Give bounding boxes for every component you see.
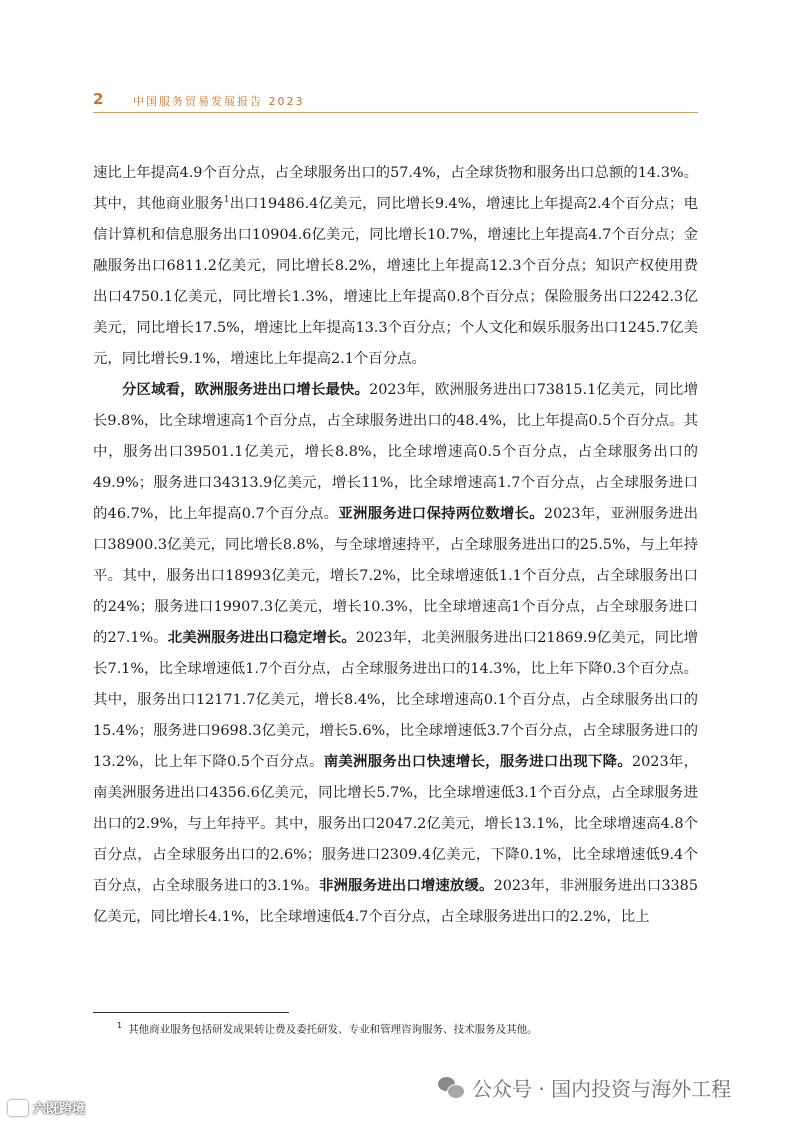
footnote — [117, 1021, 697, 1037]
page-header — [93, 88, 698, 113]
paragraph-2 — [93, 375, 698, 933]
bold-heading: 非洲服务进出口增速放缓。 — [318, 878, 494, 894]
text-run: 2023年，非洲服务进出口3385亿美元，同比增长4.1%，比全球增速低4.7个百分点，占全球服务进出口的2.2%，比上 — [93, 878, 698, 925]
footnote-ref[interactable]: 1 — [223, 195, 230, 206]
watermark-text: 公众号 · 国内投资与海外工程 — [472, 1077, 732, 1101]
body-text — [93, 158, 698, 933]
footnote-divider — [93, 1012, 289, 1013]
corner-watermark — [8, 1098, 85, 1117]
paragraph-1 — [93, 158, 698, 375]
text-run: 2023年，亚洲服务进出口38900.3亿美元，同比增长8.8%，与全球增速持平，占全球服务进出口的25.5%，与上年持平。其中，服务出口18993亿美元，增长7.2%，比全球增速低1.1个百分点，占全球服务出口的24%；服务进口19907.3亿美元，增长10.3%，比全球增速高1个百分点，占全球服务进口的27.1%。 — [93, 506, 698, 646]
footnote-mark: 1 — [117, 1021, 123, 1030]
text-run: 速比上年提高4.9个百分点，占全球服务出口的57.4%，占全球货物和服务出口总额的14.3%。其中，其他商业服务 — [93, 165, 698, 212]
wechat-icon — [438, 1077, 464, 1099]
bold-heading: 亚洲服务进口保持两位数增长。 — [338, 506, 544, 522]
text-run: 出口19486.4亿美元，同比增长9.4%，增速比上年提高2.4个百分点；电信计算机和信息服务出口10904.6亿美元，同比增长10.7%，增速比上年提高4.7个百分点；金融服务出口6811.2亿美元，同比增长8.2%，增速比上年提高12.3个百分点；知识产权使用费出口4750.1亿美元，同比增长1.3%，增速比上年提高0.8个百分点；保险服务出口2242.3亿美元，同比增长17.5%，增速比上年提高13.3个百分点；个人文化和娱乐服务出口1245.7亿美元，同比增长9.1%，增速比上年提高2.1个百分点。 — [93, 196, 698, 367]
text-run: 2023年，欧洲服务进出口73815.1亿美元，同比增长9.8%，比全球增速高1个百分点，占全球服务进出口的48.4%，比上年提高0.5个百分点。其中，服务出口39501.1亿美元，增长8.8%，比全球增速高0.5个百分点，占全球服务出口的49.9%；服务进口34313.9亿美元，增长11%，比全球增速高1.7个百分点，占全球服务进口的46.7%，比上年提高0.7个百分点。 — [93, 382, 698, 522]
running-title: 中国服务贸易发展报告 2023 — [133, 95, 305, 108]
watermark-text: 六既跨境 — [33, 1102, 86, 1117]
text-run: 2023年，北美洲服务进出口21869.9亿美元，同比增长7.1%，比全球增速低1.7个百分点，占全球服务进出口的14.3%，比上年下降0.3个百分点。其中，服务出口12171.7亿美元，增长8.4%，比全球增速高0.1个百分点，占全球服务出口的15.4%；服务进口9698.3亿美元，增长5.6%，比全球增速低3.7个百分点，占全球服务进口的13.2%，比上年下降0.5个百分点。 — [93, 630, 698, 770]
camera-icon — [8, 1100, 28, 1116]
page-number: 2 — [93, 90, 104, 108]
bold-heading: 北美洲服务进出口稳定增长。 — [167, 630, 356, 646]
bold-heading: 南美洲服务出口快速增长，服务进口出现下降。 — [323, 754, 632, 770]
bold-heading: 分区域看，欧洲服务进出口增长最快。 — [122, 382, 370, 398]
wechat-watermark — [438, 1073, 731, 1102]
text-run: 2023年，南美洲服务进出口4356.6亿美元，同比增长5.7%，比全球增速低3.1个百分点，占全球服务进出口的2.9%，与上年持平。其中，服务出口2047.2亿美元，增长13.1%，比全球增速高4.8个百分点，占全球服务出口的2.6%；服务进口2309.4亿美元，下降0.1%，比全球增速低9.4个百分点，占全球服务进口的3.1%。 — [93, 754, 698, 894]
footnote-text: 其他商业服务包括研发成果转让费及委托研发、专业和管理咨询服务、技术服务及其他。 — [128, 1023, 538, 1036]
